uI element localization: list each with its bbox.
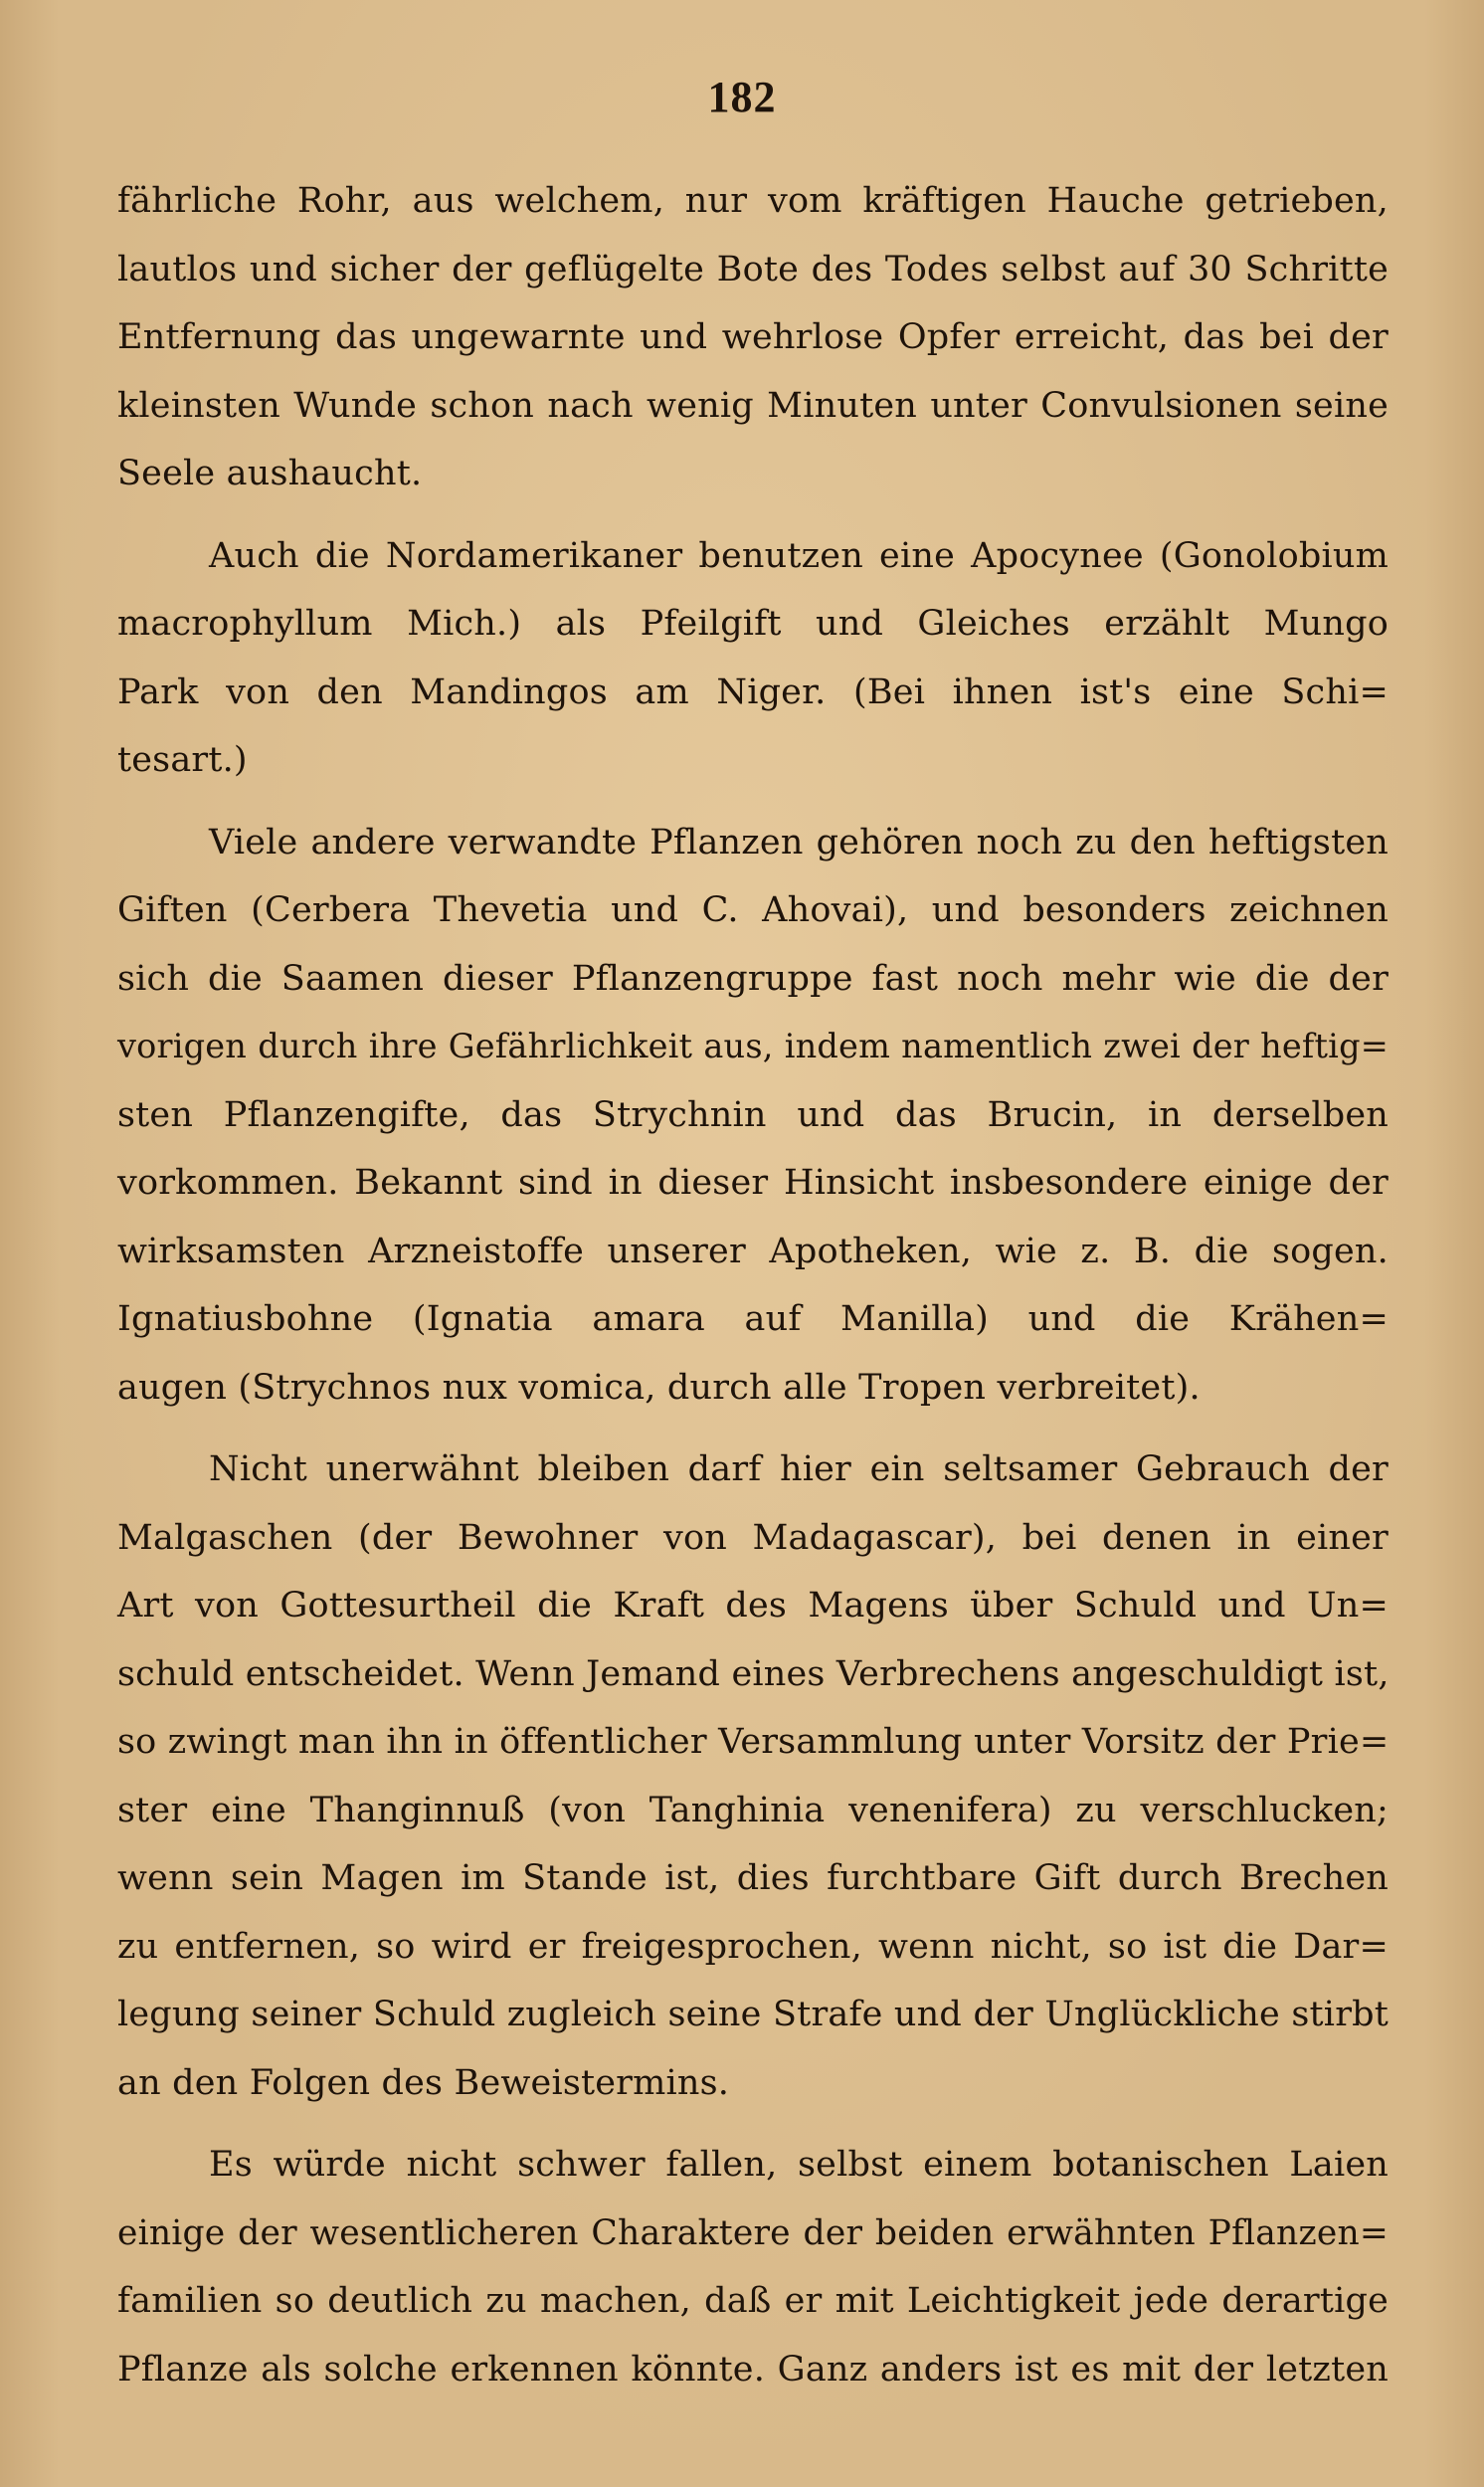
text-line: schuld entscheidet. Wenn Jemand eines Verbrechens angeschuldigt ist, xyxy=(117,1653,1390,1694)
text-line: tesart.) xyxy=(117,740,248,780)
text-line: macrophyllum Mich.) als Pfeilgift und Gleiches erzählt Mungo xyxy=(117,604,1389,644)
text-line: Nicht unerwähnt bleiben darf hier ein seltsamer Gebrauch der xyxy=(209,1449,1389,1489)
text-line: familien so deutlich zu machen, daß er mit Leichtigkeit jede derartige xyxy=(117,2281,1389,2321)
paragraph xyxy=(117,2131,1389,2403)
text-line: vorkommen. Bekannt sind in dieser Hinsicht insbesondere einige der xyxy=(117,1163,1389,1203)
text-line: Auch die Nordamerikaner benutzen eine Apocynee (Gonolobium xyxy=(209,535,1389,576)
text-line: Seele aushaucht. xyxy=(117,454,423,493)
text-line: sten Pflanzengifte, das Strychnin und das Brucin, in derselben xyxy=(117,1094,1389,1135)
text-line: Park von den Mandingos am Niger. (Bei ihnen ist's eine Schi= xyxy=(117,671,1389,712)
text-line: ster eine Thanginnuß (von Tanghinia venenifera) zu verschlucken; xyxy=(117,1790,1389,1830)
text-line: an den Folgen des Beweistermins. xyxy=(117,2062,730,2103)
text-line: Art von Gottesurtheil die Kraft des Magens über Schuld und Un= xyxy=(117,1586,1389,1626)
paragraph xyxy=(117,809,1389,1423)
body-text xyxy=(117,167,1389,2403)
text-line: wenn sein Magen im Stande ist, dies furchtbare Gift durch Brechen xyxy=(117,1858,1389,1898)
text-line: zu entfernen, so wird er freigesprochen, wenn nicht, so ist die Dar= xyxy=(117,1926,1389,1967)
text-line: legung seiner Schuld zugleich seine Strafe und der Unglückliche stirbt xyxy=(117,1995,1389,2034)
text-line: Malgaschen (der Bewohner von Madagascar), bei denen in einer xyxy=(117,1517,1389,1558)
text-line: kleinsten Wunde schon nach wenig Minuten unter Convulsionen seine xyxy=(117,385,1389,426)
text-line: sich die Saamen dieser Pflanzengruppe fast noch mehr wie die der xyxy=(117,958,1389,999)
text-line: einige der wesentlicheren Charaktere der beiden erwähnten Pflanzen= xyxy=(117,2212,1389,2253)
text-line: Pflanze als solche erkennen könnte. Ganz anders ist es mit der letzten xyxy=(117,2349,1389,2390)
text-line: fährliche Rohr, aus welchem, nur vom kräftigen Hauche getrieben, xyxy=(117,181,1389,221)
text-line: Es würde nicht schwer fallen, selbst einem botanischen Laien xyxy=(209,2145,1389,2185)
paragraph xyxy=(117,1435,1389,2117)
paragraph xyxy=(117,522,1389,795)
text-line: lautlos und sicher der geflügelte Bote des Todes selbst auf 30 Schritte xyxy=(117,249,1389,289)
text-line: augen (Strychnos nux vomica, durch alle Tropen verbreitet). xyxy=(117,1367,1201,1408)
text-line: Giften (Cerbera Thevetia und C. Ahovai), und besonders zeichnen xyxy=(117,890,1389,930)
paragraph xyxy=(117,167,1389,508)
text-line: Viele andere verwandte Pflanzen gehören noch zu den heftigsten xyxy=(209,822,1389,862)
text-line: wirksamsten Arzneistoffe unserer Apotheken, wie z. B. die sogen. xyxy=(117,1231,1389,1271)
text-line: Ignatiusbohne (Ignatia amara auf Manilla) und die Krähen= xyxy=(117,1299,1389,1339)
text-line: so zwingt man ihn in öffentlicher Versammlung unter Vorsitz der Prie= xyxy=(117,1722,1390,1762)
text-line: vorigen durch ihre Gefährlichkeit aus, indem namentlich zwei der heftig= xyxy=(117,1027,1389,1065)
page-number: 182 xyxy=(707,73,777,121)
text-line: Entfernung das ungewarnte und wehrlose Opfer erreicht, das bei der xyxy=(117,317,1389,357)
